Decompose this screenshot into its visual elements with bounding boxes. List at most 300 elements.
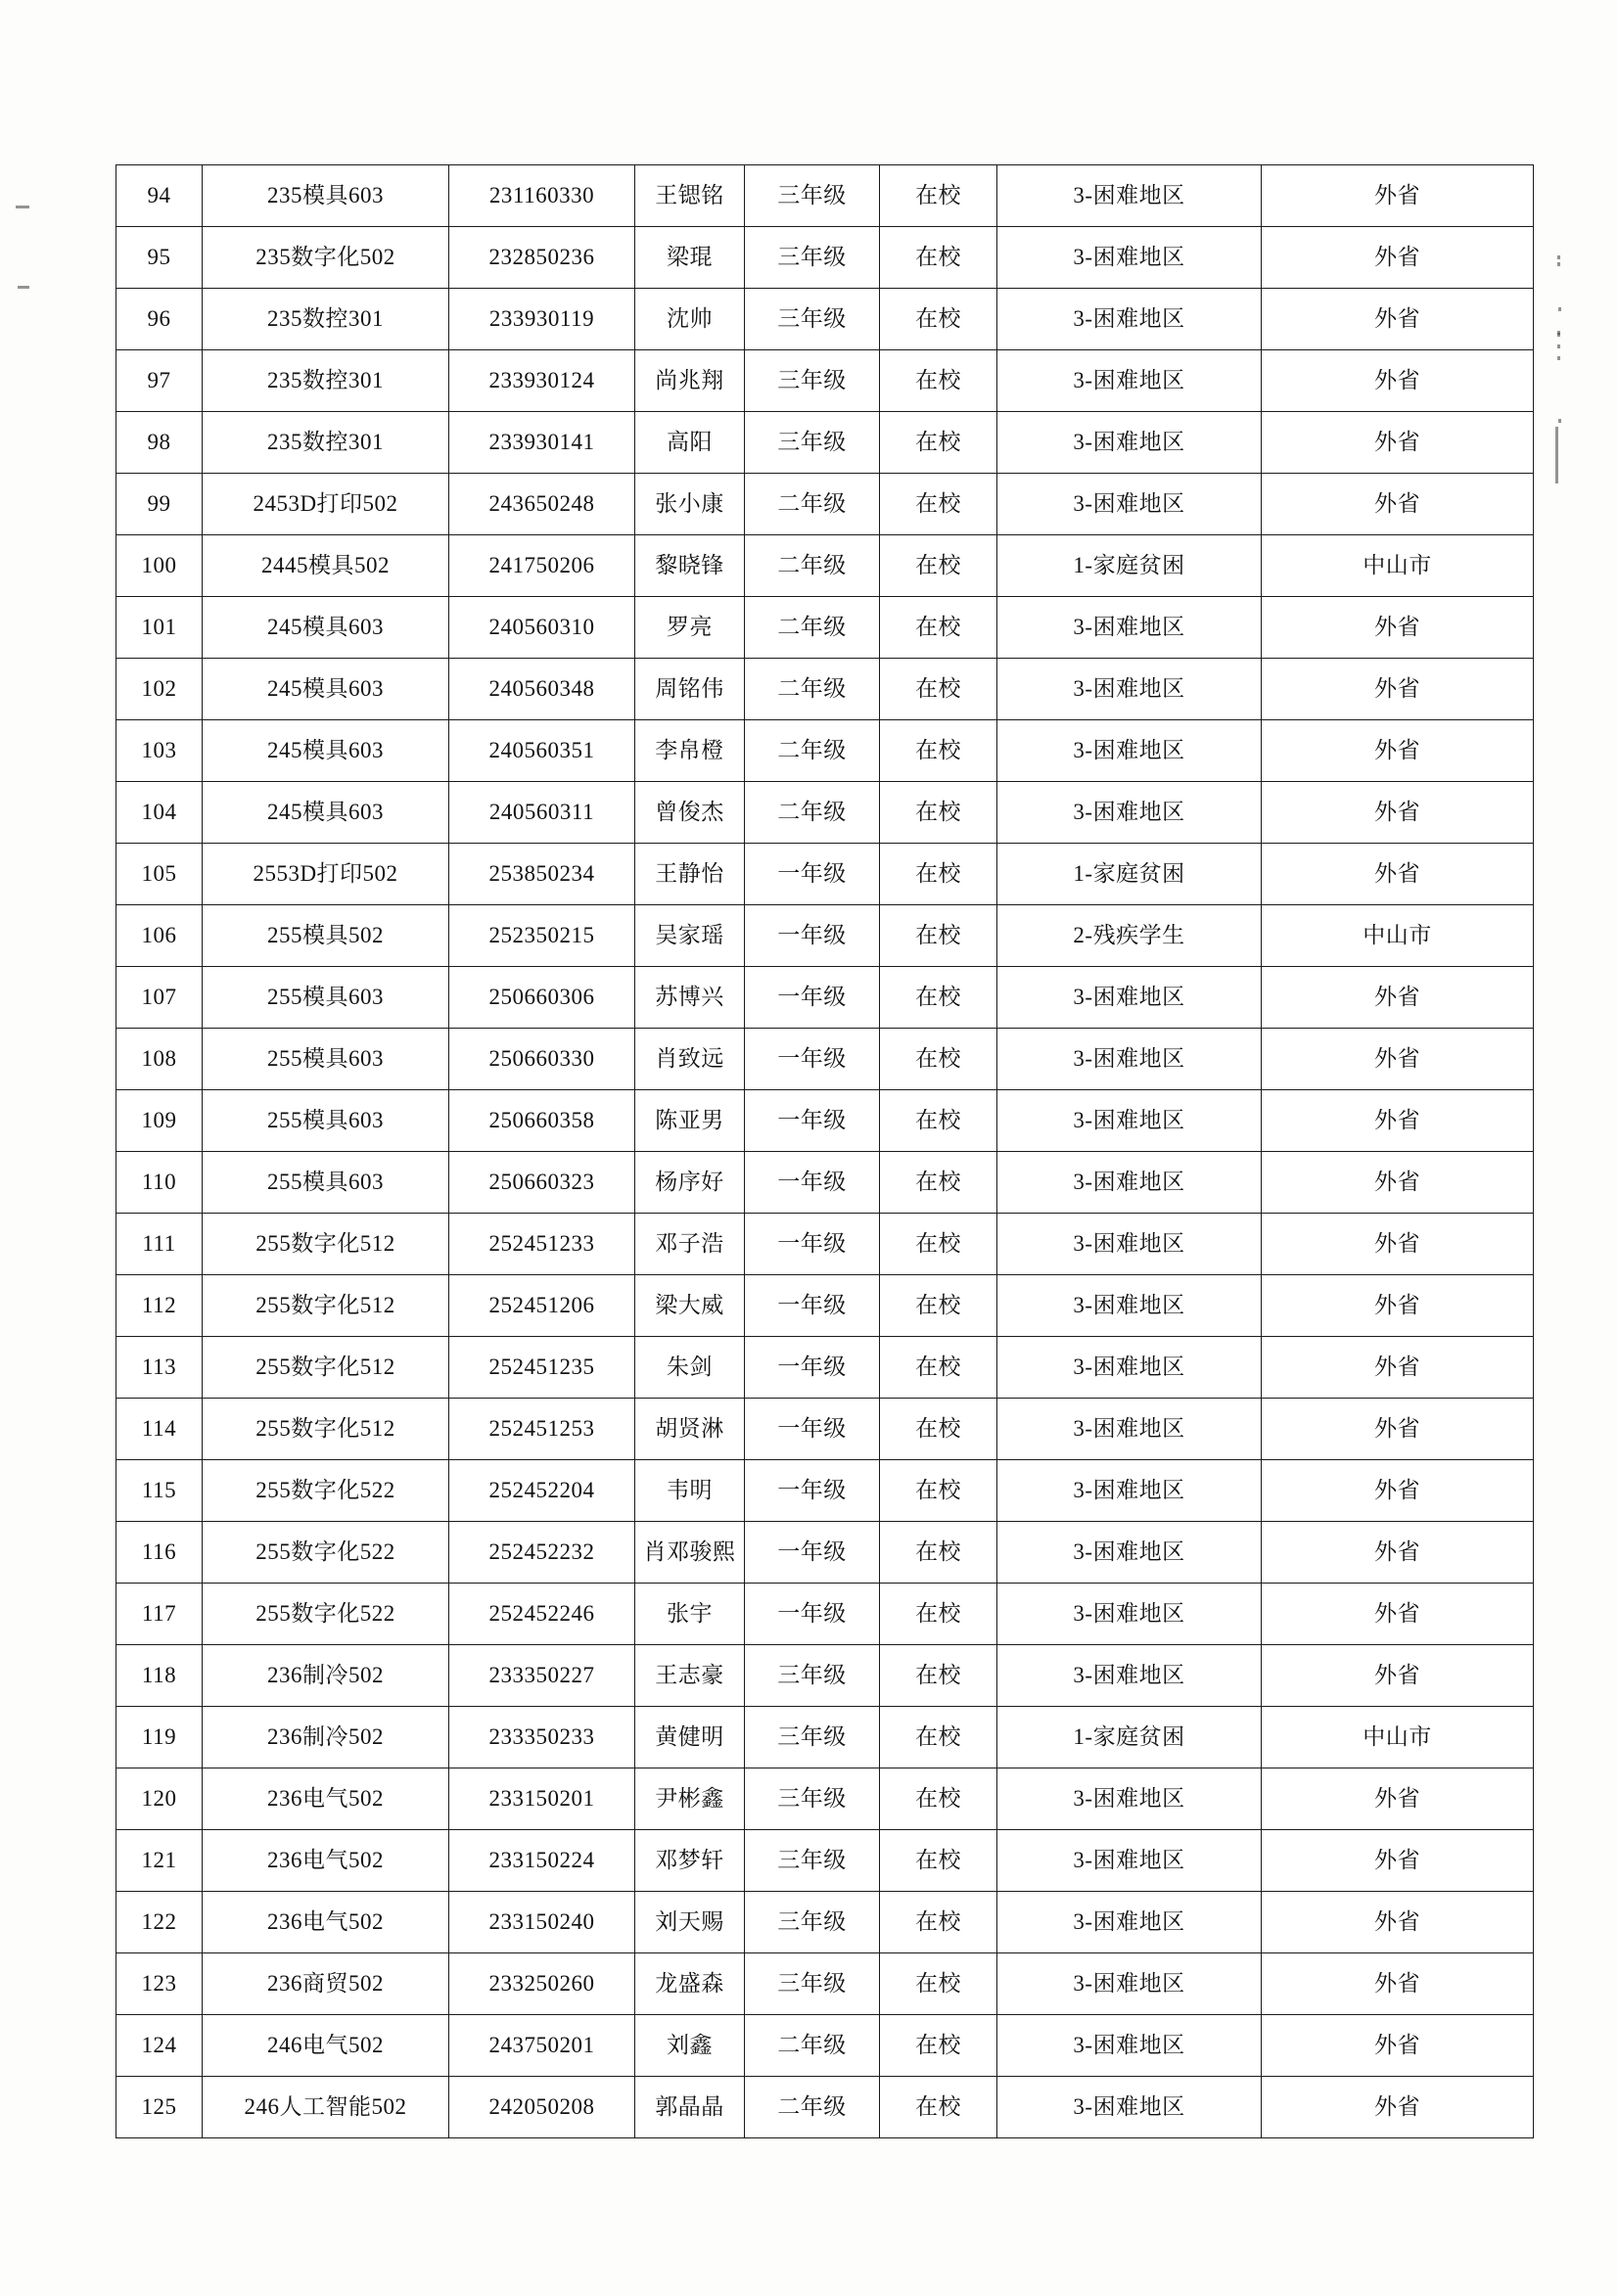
cell-category: 3-困难地区: [997, 1152, 1262, 1214]
scan-edge-artifact: [16, 206, 29, 208]
cell-grade: 一年级: [745, 1275, 880, 1337]
cell-grade: 一年级: [745, 1337, 880, 1399]
cell-index: 97: [116, 350, 203, 412]
cell-status: 在校: [880, 659, 997, 720]
cell-status: 在校: [880, 165, 997, 227]
cell-student-id: 252452232: [449, 1522, 635, 1584]
cell-index: 109: [116, 1090, 203, 1152]
cell-region: 外省: [1262, 1337, 1534, 1399]
table-row: [116, 1275, 1534, 1337]
cell-class: 2453D打印502: [203, 474, 449, 535]
cell-student-id: 243750201: [449, 2015, 635, 2077]
cell-index: 114: [116, 1399, 203, 1460]
cell-class: 236制冷502: [203, 1645, 449, 1707]
cell-class: 245模具603: [203, 782, 449, 844]
table-row: [116, 1645, 1534, 1707]
cell-category: 1-家庭贫困: [997, 844, 1262, 905]
cell-status: 在校: [880, 720, 997, 782]
cell-index: 102: [116, 659, 203, 720]
cell-region: 外省: [1262, 2015, 1534, 2077]
cell-status: 在校: [880, 1830, 997, 1892]
table-row: [116, 1214, 1534, 1275]
cell-status: 在校: [880, 905, 997, 967]
cell-class: 235数字化502: [203, 227, 449, 289]
cell-region: 外省: [1262, 782, 1534, 844]
cell-index: 106: [116, 905, 203, 967]
cell-student-id: 250660323: [449, 1152, 635, 1214]
cell-name: 梁琨: [635, 227, 745, 289]
cell-grade: 二年级: [745, 2015, 880, 2077]
cell-grade: 三年级: [745, 1768, 880, 1830]
cell-category: 3-困难地区: [997, 1214, 1262, 1275]
cell-name: 龙盛森: [635, 1953, 745, 2015]
cell-status: 在校: [880, 844, 997, 905]
cell-status: 在校: [880, 535, 997, 597]
cell-region: 外省: [1262, 1768, 1534, 1830]
cell-student-id: 232850236: [449, 227, 635, 289]
scan-edge-artifact: [18, 286, 29, 289]
cell-student-id: 240560311: [449, 782, 635, 844]
cell-name: 吴家瑶: [635, 905, 745, 967]
cell-status: 在校: [880, 782, 997, 844]
roster-table-body: [116, 165, 1534, 2138]
cell-status: 在校: [880, 2077, 997, 2138]
cell-category: 3-困难地区: [997, 350, 1262, 412]
table-row: [116, 412, 1534, 474]
table-row: [116, 1892, 1534, 1953]
cell-name: 尹彬鑫: [635, 1768, 745, 1830]
table-row: [116, 1460, 1534, 1522]
cell-category: 3-困难地区: [997, 1830, 1262, 1892]
cell-status: 在校: [880, 474, 997, 535]
cell-grade: 一年级: [745, 1214, 880, 1275]
cell-status: 在校: [880, 412, 997, 474]
cell-status: 在校: [880, 1152, 997, 1214]
cell-category: 3-困难地区: [997, 1645, 1262, 1707]
table-row: [116, 165, 1534, 227]
cell-index: 98: [116, 412, 203, 474]
cell-grade: 一年级: [745, 1460, 880, 1522]
cell-index: 121: [116, 1830, 203, 1892]
cell-status: 在校: [880, 1399, 997, 1460]
table-row: [116, 1584, 1534, 1645]
cell-category: 3-困难地区: [997, 1275, 1262, 1337]
cell-grade: 三年级: [745, 1645, 880, 1707]
cell-class: 235数控301: [203, 350, 449, 412]
scan-speckle: [1558, 307, 1561, 311]
cell-category: 3-困难地区: [997, 412, 1262, 474]
table-row: [116, 1399, 1534, 1460]
cell-name: 沈帅: [635, 289, 745, 350]
cell-class: 235数控301: [203, 412, 449, 474]
scan-speckle: [1557, 356, 1560, 360]
cell-student-id: 250660306: [449, 967, 635, 1029]
cell-region: 外省: [1262, 1584, 1534, 1645]
cell-grade: 二年级: [745, 782, 880, 844]
cell-category: 3-困难地区: [997, 1090, 1262, 1152]
cell-index: 110: [116, 1152, 203, 1214]
cell-grade: 三年级: [745, 1830, 880, 1892]
cell-grade: 三年级: [745, 165, 880, 227]
scan-speckle: [1557, 262, 1560, 266]
table-row: [116, 659, 1534, 720]
cell-status: 在校: [880, 1584, 997, 1645]
cell-name: 邓梦轩: [635, 1830, 745, 1892]
cell-index: 112: [116, 1275, 203, 1337]
cell-index: 103: [116, 720, 203, 782]
cell-grade: 三年级: [745, 1892, 880, 1953]
cell-class: 245模具603: [203, 720, 449, 782]
cell-region: 外省: [1262, 1830, 1534, 1892]
cell-class: 246人工智能502: [203, 2077, 449, 2138]
cell-student-id: 233150224: [449, 1830, 635, 1892]
cell-index: 94: [116, 165, 203, 227]
cell-class: 255数字化512: [203, 1214, 449, 1275]
cell-student-id: 250660330: [449, 1029, 635, 1090]
cell-category: 3-困难地区: [997, 659, 1262, 720]
cell-student-id: 233350233: [449, 1707, 635, 1768]
cell-class: 255模具603: [203, 1029, 449, 1090]
cell-region: 外省: [1262, 474, 1534, 535]
table-row: [116, 1830, 1534, 1892]
cell-student-id: 252350215: [449, 905, 635, 967]
cell-name: 韦明: [635, 1460, 745, 1522]
cell-name: 邓子浩: [635, 1214, 745, 1275]
cell-region: 外省: [1262, 967, 1534, 1029]
cell-category: 3-困难地区: [997, 782, 1262, 844]
cell-region: 外省: [1262, 1953, 1534, 2015]
cell-class: 245模具603: [203, 659, 449, 720]
cell-name: 梁大威: [635, 1275, 745, 1337]
student-roster-table: [116, 164, 1534, 2138]
cell-class: 255数字化522: [203, 1584, 449, 1645]
table-row: [116, 1090, 1534, 1152]
cell-student-id: 233250260: [449, 1953, 635, 2015]
cell-status: 在校: [880, 597, 997, 659]
cell-status: 在校: [880, 1522, 997, 1584]
table-row: [116, 2077, 1534, 2138]
table-row: [116, 967, 1534, 1029]
cell-status: 在校: [880, 967, 997, 1029]
cell-index: 117: [116, 1584, 203, 1645]
cell-status: 在校: [880, 227, 997, 289]
cell-region: 外省: [1262, 844, 1534, 905]
cell-name: 高阳: [635, 412, 745, 474]
cell-status: 在校: [880, 1892, 997, 1953]
cell-status: 在校: [880, 1275, 997, 1337]
cell-student-id: 233150240: [449, 1892, 635, 1953]
table-row: [116, 1337, 1534, 1399]
cell-index: 124: [116, 2015, 203, 2077]
cell-student-id: 252451233: [449, 1214, 635, 1275]
table-row: [116, 1953, 1534, 2015]
cell-index: 113: [116, 1337, 203, 1399]
cell-grade: 一年级: [745, 1584, 880, 1645]
table-row: [116, 1522, 1534, 1584]
cell-student-id: 252452246: [449, 1584, 635, 1645]
cell-index: 125: [116, 2077, 203, 2138]
cell-region: 外省: [1262, 289, 1534, 350]
scan-speckle: [1557, 255, 1560, 259]
cell-student-id: 233930124: [449, 350, 635, 412]
cell-name: 黄健明: [635, 1707, 745, 1768]
table-row: [116, 782, 1534, 844]
cell-class: 255数字化512: [203, 1337, 449, 1399]
cell-region: 外省: [1262, 720, 1534, 782]
cell-category: 3-困难地区: [997, 1399, 1262, 1460]
cell-name: 尚兆翔: [635, 350, 745, 412]
cell-index: 95: [116, 227, 203, 289]
cell-status: 在校: [880, 1090, 997, 1152]
cell-name: 陈亚男: [635, 1090, 745, 1152]
cell-index: 118: [116, 1645, 203, 1707]
cell-name: 胡贤淋: [635, 1399, 745, 1460]
cell-student-id: 233150201: [449, 1768, 635, 1830]
cell-category: 3-困难地区: [997, 289, 1262, 350]
cell-index: 115: [116, 1460, 203, 1522]
cell-student-id: 250660358: [449, 1090, 635, 1152]
cell-index: 101: [116, 597, 203, 659]
cell-grade: 一年级: [745, 1399, 880, 1460]
table-row: [116, 1707, 1534, 1768]
cell-status: 在校: [880, 1337, 997, 1399]
cell-category: 3-困难地区: [997, 2015, 1262, 2077]
cell-student-id: 240560310: [449, 597, 635, 659]
table-row: [116, 1768, 1534, 1830]
cell-class: 235数控301: [203, 289, 449, 350]
cell-status: 在校: [880, 1953, 997, 2015]
cell-student-id: 233930119: [449, 289, 635, 350]
cell-name: 杨序好: [635, 1152, 745, 1214]
cell-name: 肖邓骏熙: [635, 1522, 745, 1584]
cell-class: 236电气502: [203, 1768, 449, 1830]
cell-category: 3-困难地区: [997, 967, 1262, 1029]
cell-class: 245模具603: [203, 597, 449, 659]
cell-grade: 一年级: [745, 1152, 880, 1214]
cell-region: 外省: [1262, 2077, 1534, 2138]
cell-grade: 二年级: [745, 474, 880, 535]
cell-student-id: 252451235: [449, 1337, 635, 1399]
table-row: [116, 1029, 1534, 1090]
scan-speckle: [1558, 419, 1561, 423]
table-row: [116, 1152, 1534, 1214]
cell-class: 2445模具502: [203, 535, 449, 597]
cell-index: 123: [116, 1953, 203, 2015]
cell-name: 朱剑: [635, 1337, 745, 1399]
cell-name: 刘天赐: [635, 1892, 745, 1953]
cell-student-id: 253850234: [449, 844, 635, 905]
cell-class: 236电气502: [203, 1830, 449, 1892]
cell-index: 122: [116, 1892, 203, 1953]
cell-category: 3-困难地区: [997, 1029, 1262, 1090]
table-row: [116, 289, 1534, 350]
cell-grade: 一年级: [745, 1522, 880, 1584]
roster-table-container: [116, 164, 1435, 2138]
cell-class: 255模具603: [203, 1152, 449, 1214]
cell-grade: 一年级: [745, 967, 880, 1029]
cell-status: 在校: [880, 1214, 997, 1275]
table-row: [116, 350, 1534, 412]
cell-grade: 一年级: [745, 844, 880, 905]
cell-index: 116: [116, 1522, 203, 1584]
cell-class: 236商贸502: [203, 1953, 449, 2015]
cell-grade: 二年级: [745, 2077, 880, 2138]
cell-status: 在校: [880, 350, 997, 412]
cell-category: 3-困难地区: [997, 2077, 1262, 2138]
cell-category: 3-困难地区: [997, 1953, 1262, 2015]
cell-region: 外省: [1262, 1892, 1534, 1953]
cell-category: 3-困难地区: [997, 720, 1262, 782]
cell-region: 外省: [1262, 412, 1534, 474]
cell-grade: 三年级: [745, 1707, 880, 1768]
cell-region: 外省: [1262, 1460, 1534, 1522]
cell-name: 黎晓锋: [635, 535, 745, 597]
cell-grade: 二年级: [745, 535, 880, 597]
cell-grade: 三年级: [745, 1953, 880, 2015]
cell-category: 1-家庭贫困: [997, 535, 1262, 597]
cell-class: 255数字化522: [203, 1522, 449, 1584]
cell-region: 中山市: [1262, 905, 1534, 967]
cell-class: 255模具603: [203, 1090, 449, 1152]
cell-grade: 三年级: [745, 412, 880, 474]
cell-name: 张小康: [635, 474, 745, 535]
cell-student-id: 231160330: [449, 165, 635, 227]
cell-region: 外省: [1262, 165, 1534, 227]
cell-category: 2-残疾学生: [997, 905, 1262, 967]
cell-name: 曾俊杰: [635, 782, 745, 844]
cell-name: 刘鑫: [635, 2015, 745, 2077]
cell-grade: 一年级: [745, 905, 880, 967]
cell-index: 105: [116, 844, 203, 905]
cell-student-id: 240560351: [449, 720, 635, 782]
cell-index: 99: [116, 474, 203, 535]
cell-name: 张宇: [635, 1584, 745, 1645]
cell-class: 2553D打印502: [203, 844, 449, 905]
cell-name: 王静怡: [635, 844, 745, 905]
cell-region: 外省: [1262, 597, 1534, 659]
cell-class: 236电气502: [203, 1892, 449, 1953]
cell-status: 在校: [880, 1029, 997, 1090]
cell-class: 235模具603: [203, 165, 449, 227]
cell-region: 外省: [1262, 659, 1534, 720]
cell-grade: 二年级: [745, 720, 880, 782]
cell-category: 3-困难地区: [997, 1522, 1262, 1584]
cell-student-id: 233350227: [449, 1645, 635, 1707]
cell-name: 王志豪: [635, 1645, 745, 1707]
cell-class: 246电气502: [203, 2015, 449, 2077]
scan-speckle: [1557, 333, 1560, 337]
cell-region: 外省: [1262, 1645, 1534, 1707]
cell-student-id: 252452204: [449, 1460, 635, 1522]
cell-region: 外省: [1262, 1090, 1534, 1152]
cell-grade: 三年级: [745, 350, 880, 412]
cell-grade: 三年级: [745, 227, 880, 289]
cell-student-id: 233930141: [449, 412, 635, 474]
cell-status: 在校: [880, 1768, 997, 1830]
cell-status: 在校: [880, 1707, 997, 1768]
cell-class: 236制冷502: [203, 1707, 449, 1768]
cell-region: 外省: [1262, 1522, 1534, 1584]
cell-index: 100: [116, 535, 203, 597]
cell-region: 中山市: [1262, 535, 1534, 597]
cell-category: 3-困难地区: [997, 1584, 1262, 1645]
table-row: [116, 905, 1534, 967]
cell-region: 外省: [1262, 227, 1534, 289]
cell-category: 3-困难地区: [997, 227, 1262, 289]
cell-student-id: 252451206: [449, 1275, 635, 1337]
cell-name: 李帛橙: [635, 720, 745, 782]
cell-category: 3-困难地区: [997, 1337, 1262, 1399]
cell-index: 119: [116, 1707, 203, 1768]
table-row: [116, 844, 1534, 905]
cell-status: 在校: [880, 2015, 997, 2077]
table-row: [116, 227, 1534, 289]
cell-class: 255数字化522: [203, 1460, 449, 1522]
cell-student-id: 241750206: [449, 535, 635, 597]
cell-name: 王锶铭: [635, 165, 745, 227]
cell-index: 96: [116, 289, 203, 350]
scan-edge-artifact: [1555, 427, 1558, 483]
cell-name: 罗亮: [635, 597, 745, 659]
cell-name: 郭晶晶: [635, 2077, 745, 2138]
cell-student-id: 240560348: [449, 659, 635, 720]
cell-category: 3-困难地区: [997, 1892, 1262, 1953]
cell-name: 苏博兴: [635, 967, 745, 1029]
cell-region: 中山市: [1262, 1707, 1534, 1768]
cell-class: 255数字化512: [203, 1399, 449, 1460]
cell-name: 周铭伟: [635, 659, 745, 720]
table-row: [116, 597, 1534, 659]
table-row: [116, 720, 1534, 782]
cell-index: 107: [116, 967, 203, 1029]
scan-speckle: [1557, 344, 1560, 348]
table-row: [116, 535, 1534, 597]
cell-category: 3-困难地区: [997, 1460, 1262, 1522]
cell-index: 111: [116, 1214, 203, 1275]
cell-category: 3-困难地区: [997, 597, 1262, 659]
cell-class: 255数字化512: [203, 1275, 449, 1337]
table-row: [116, 2015, 1534, 2077]
cell-class: 255模具502: [203, 905, 449, 967]
cell-status: 在校: [880, 289, 997, 350]
cell-status: 在校: [880, 1645, 997, 1707]
cell-index: 104: [116, 782, 203, 844]
cell-category: 3-困难地区: [997, 1768, 1262, 1830]
table-row: [116, 474, 1534, 535]
cell-grade: 二年级: [745, 659, 880, 720]
cell-class: 255模具603: [203, 967, 449, 1029]
cell-category: 3-困难地区: [997, 474, 1262, 535]
cell-category: 3-困难地区: [997, 165, 1262, 227]
cell-grade: 三年级: [745, 289, 880, 350]
cell-region: 外省: [1262, 1399, 1534, 1460]
cell-student-id: 252451253: [449, 1399, 635, 1460]
cell-status: 在校: [880, 1460, 997, 1522]
cell-region: 外省: [1262, 1275, 1534, 1337]
cell-region: 外省: [1262, 1029, 1534, 1090]
cell-grade: 二年级: [745, 597, 880, 659]
cell-index: 120: [116, 1768, 203, 1830]
cell-index: 108: [116, 1029, 203, 1090]
cell-region: 外省: [1262, 350, 1534, 412]
cell-region: 外省: [1262, 1152, 1534, 1214]
cell-student-id: 242050208: [449, 2077, 635, 2138]
cell-grade: 一年级: [745, 1090, 880, 1152]
cell-region: 外省: [1262, 1214, 1534, 1275]
cell-student-id: 243650248: [449, 474, 635, 535]
cell-name: 肖致远: [635, 1029, 745, 1090]
cell-grade: 一年级: [745, 1029, 880, 1090]
